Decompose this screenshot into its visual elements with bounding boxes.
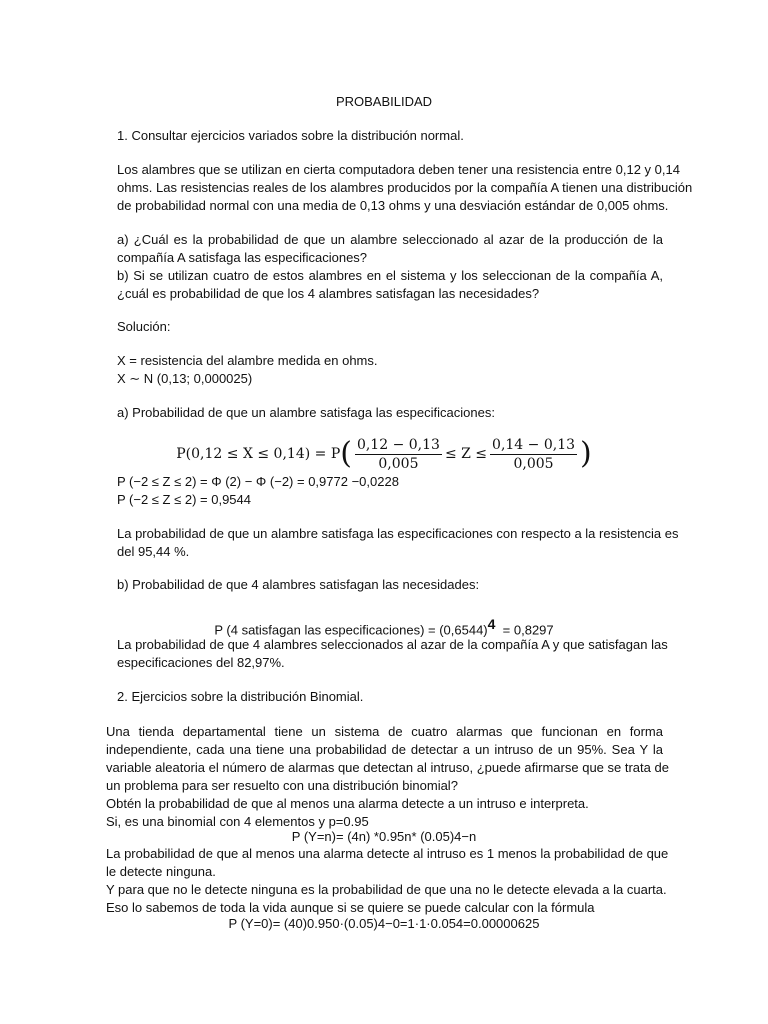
question-a-line-1: a) ¿Cuál es la probabilidad de que un alambre seleccionado al azar de la producción de la	[117, 232, 663, 247]
section-1-heading: 1. Consultar ejercicios variados sobre la distribución normal.	[117, 128, 464, 143]
part-b-equation: P (4 satisfagan las especificaciones) = $(0,6544)^4 = 0,8297$	[214, 616, 554, 638]
conclusion-b-line-2: especificaciones del 82,97%.	[117, 655, 285, 670]
intro-line-2: ohms. Las resistencias reales de los alambres producidos por la compañía A tienen una distribución	[117, 180, 693, 195]
binomial-explanation-3: Y para que no le detecte ninguna es la probabilidad de que una no le detecte elevada a la cuarta.	[106, 882, 667, 897]
question-b-line-2: ¿cuál es probabilidad de que los 4 alambres satisfagan las necesidades?	[117, 286, 540, 301]
conclusion-a-line-2: del 95,44 %.	[117, 544, 190, 559]
equation-left: P(0,12 ≤ X ≤ 0,14) = P	[176, 446, 341, 462]
fraction-2: $\frac{0,14 - 0,13}{0,005}$	[492, 436, 576, 472]
calc-line-2: P (−2 ≤ Z ≤ 2) = 0,9544	[117, 492, 251, 507]
equation-middle: ≤ Z ≤	[444, 446, 488, 462]
part-a-heading: a) Probabilidad de que un alambre satisfaga las especificaciones:	[117, 405, 495, 420]
intro-line-3: de probabilidad normal con una media de 0,13 ohms y una desviación estándar de 0,005 ohms.	[117, 198, 669, 213]
question-a-line-2: compañía A satisfaga las especificaciones?	[117, 250, 368, 265]
binomial-explanation-2: le detecte ninguna.	[106, 864, 216, 879]
question-b-line-1: b) Si se utilizan cuatro de estos alambres en el sistema y los seleccionan de la compañía A,	[117, 268, 663, 283]
conclusion-a-line-1: La probabilidad de que un alambre satisfaga las especificaciones con respecto a la resistencia es	[117, 526, 679, 541]
conclusion-b-line-1: La probabilidad de que 4 alambres seleccionados al azar de la compañía A y que satisfagan las	[117, 637, 668, 652]
part-b-heading: b) Probabilidad de que 4 alambres satisfagan las necesidades:	[117, 577, 480, 592]
binomial-line-6: Si, es una binomial con 4 elementos y p=0.95	[106, 814, 369, 829]
calc-line-1: P (−2 ≤ Z ≤ 2) = Φ (2) − Φ (−2) = 0,9772 −0,0228	[117, 474, 399, 489]
intro-line-1: Los alambres que se utilizan en cierta computadora deben tener una resistencia entre 0,12 y 0,14	[117, 162, 680, 177]
x-distribution: X ∼ N (0,13; 0,000025)	[117, 371, 253, 386]
binomial-line-4: un problema para ser resuelto con una distribución binomial?	[106, 778, 458, 793]
binomial-line-1: Una tienda departamental tiene un sistema de cuatro alarmas que funcionan en forma	[106, 724, 663, 739]
page-title: PROBABILIDAD	[335, 94, 433, 109]
probability-equation: P(0,12 ≤ X ≤ 0,14) = P( $\frac{0,12 - 0,13}{0,005}$ ≤ Z ≤ $\frac{0,14 - 0,13}{0,005}$ )	[176, 436, 592, 472]
binomial-formula: P (Y=n)= (4n) *0.95n* (0.05)4−n	[291, 829, 477, 844]
binomial-explanation-1: La probabilidad de que al menos una alarma detecte al intruso es 1 menos la probabilidad de que	[106, 846, 669, 861]
exponent: 4	[487, 616, 496, 632]
solution-label: Solución:	[117, 319, 171, 334]
section-2-heading: 2. Ejercicios sobre la distribución Binomial.	[117, 689, 364, 704]
fraction-1: $\frac{0,12 - 0,13}{0,005}$	[356, 436, 440, 472]
binomial-line-5: Obtén la probabilidad de que al menos una alarma detecte a un intruso e interpreta.	[106, 796, 589, 811]
binomial-line-2: independiente, cada una tiene una probabilidad de detectar a un intruso de un 95%. Sea Y la	[106, 742, 663, 757]
binomial-line-3: variable aleatoria el número de alarmas que detectan al intruso, ¿puede afirmarse que se trata de	[106, 760, 669, 775]
binomial-final-formula: P (Y=0)= (40)0.950·(0.05)4−0=1·1·0.054=0.00000625	[228, 916, 540, 931]
binomial-explanation-4: Eso lo sabemos de toda la vida aunque si se quiere se puede calcular con la fórmula	[106, 900, 595, 915]
x-definition: X = resistencia del alambre medida en ohms.	[117, 353, 378, 368]
